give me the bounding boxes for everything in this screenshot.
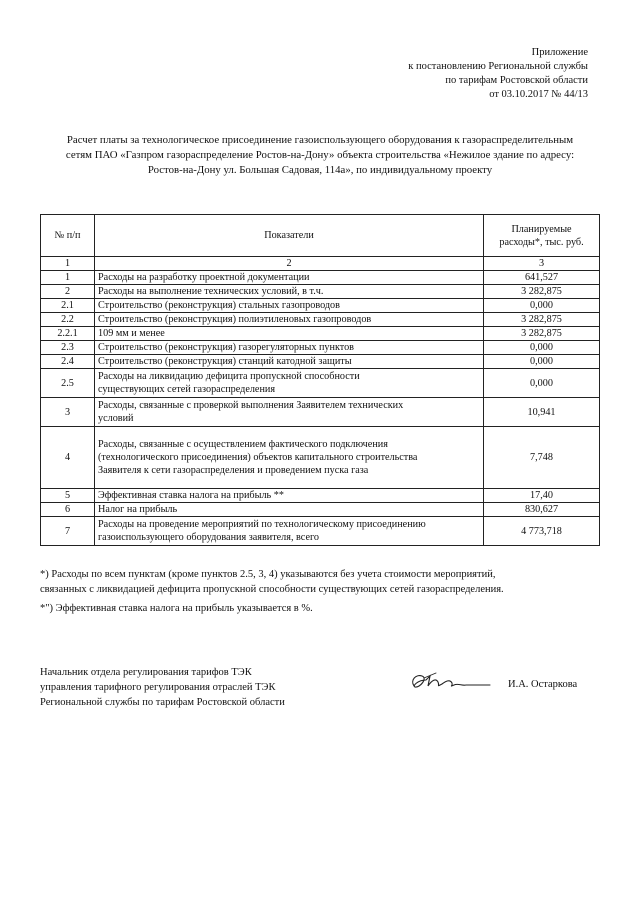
row-indicator-line: Заявителя к сети газораспределения и проведением пуска газа [98,465,369,476]
row-value: 3 282,875 [484,285,600,299]
row-indicator [95,398,484,427]
row-value: 0,000 [484,355,600,369]
footnotes [40,567,600,616]
signer-line: Начальник отдела регулирования тарифов ТЭК [40,667,252,678]
table-row [41,327,600,341]
table-row [41,398,600,427]
row-indicator: Налог на прибыль [95,503,484,517]
row-indicator: Расходы на разработку проектной документации [95,271,484,285]
row-indicator: Строительство (реконструкция) станций катодной защиты [95,355,484,369]
table-row [41,313,600,327]
appendix-date: от 03.10.2017 № 44/13 [489,89,588,100]
title-line: Расчет платы за технологическое присоединение газоиспользующего оборудования к газораспределительным [66,134,574,146]
appendix-block [408,46,588,102]
row-number: 5 [41,489,95,503]
signer-name: И.А. Остаркова [508,679,578,690]
row-number: 2.2.1 [41,327,95,341]
table-row [41,271,600,285]
header-value-line: Планируемые [511,223,572,235]
appendix-line: по тарифам Ростовской области [445,75,588,86]
header-value [484,215,600,257]
row-value: 4 773,718 [484,517,600,546]
row-indicator-line: Расходы, связанные с осуществлением фактического подключения [98,439,388,450]
column-number-row [41,257,600,271]
row-indicator-line: условий [98,413,134,424]
table-row [41,299,600,313]
row-indicator-line: Расходы на проведение мероприятий по технологическому присоединению [98,519,426,530]
handwritten-signature [406,668,492,696]
row-indicator: 109 мм и менее [95,327,484,341]
row-number: 4 [41,427,95,489]
row-number: 2 [41,285,95,299]
row-value: 3 282,875 [484,327,600,341]
table-header-row [41,215,600,257]
table-row [41,489,600,503]
row-indicator [95,369,484,398]
row-value: 7,748 [484,427,600,489]
table-row [41,285,600,299]
row-value: 830,627 [484,503,600,517]
row-value: 641,527 [484,271,600,285]
row-number: 2.2 [41,313,95,327]
signer-line: управления тарифного регулирования отраслей ТЭК [40,682,276,693]
row-number: 2.5 [41,369,95,398]
appendix-line: Приложение [531,47,588,58]
row-number: 2.3 [41,341,95,355]
footnote-1-line: *) Расходы по всем пунктам (кроме пунктов 2.5, 3, 4) указываются без учета стоимости мероприятий, [40,569,496,580]
table-row [41,517,600,546]
row-number: 2.4 [41,355,95,369]
row-indicator [95,517,484,546]
title-line: сетям ПАО «Газпром газораспределение Ростов-на-Дону» объекта строительства «Нежилое здание по адресу: [65,149,575,161]
row-value: 17,40 [484,489,600,503]
row-indicator: Строительство (реконструкция) полиэтиленовых газопроводов [95,313,484,327]
row-number: 6 [41,503,95,517]
row-value: 0,000 [484,299,600,313]
col-number: 2 [95,257,484,271]
row-number: 1 [41,271,95,285]
title-line: Ростов-на-Дону ул. Большая Садовая, 114а», по индивидуальному проекту [147,164,493,176]
row-number: 7 [41,517,95,546]
table-row [41,355,600,369]
header-num: № п/п [41,215,95,257]
table-row [41,503,600,517]
footnote-1-line: связанных с ликвидацией дефицита пропускной способности существующих сетей газораспределения. [40,584,504,595]
row-indicator-line: Расходы на ликвидацию дефицита пропускной способности [98,371,360,382]
row-indicator: Эффективная ставка налога на прибыль ** [95,489,484,503]
row-number: 2.1 [41,299,95,313]
row-indicator: Расходы на выполнение технических условий, в т.ч. [95,285,484,299]
header-name: Показатели [95,215,484,257]
row-indicator-line: (технологического присоединения) объектов капитального строительства [98,452,418,463]
row-value: 0,000 [484,341,600,355]
appendix-line: к постановлению Региональной службы [408,61,588,72]
row-indicator [95,427,484,489]
col-number: 1 [41,257,95,271]
row-value: 10,941 [484,398,600,427]
table-row [41,341,600,355]
row-indicator: Строительство (реконструкция) стальных газопроводов [95,299,484,313]
row-indicator: Строительство (реконструкция) газорегуляторных пунктов [95,341,484,355]
row-indicator-line: существующих сетей газораспределения [98,384,276,395]
row-indicator-line: Расходы, связанные с проверкой выполнения Заявителем технических [98,400,404,411]
row-value: 3 282,875 [484,313,600,327]
footnote-2: *") Эффективная ставка налога на прибыль указывается в %. [40,603,313,614]
table-row [41,427,600,489]
row-value: 0,000 [484,369,600,398]
col-number: 3 [484,257,600,271]
document-title [40,133,600,178]
header-value-line: расходы*, тыс. руб. [499,236,584,248]
table-row [41,369,600,398]
signer-line: Региональной службы по тарифам Ростовской области [40,697,285,708]
signer-position [40,665,285,710]
calculation-table [40,214,600,546]
row-number: 3 [41,398,95,427]
row-indicator-line: газоиспользующего оборудования заявителя, всего [98,532,319,543]
